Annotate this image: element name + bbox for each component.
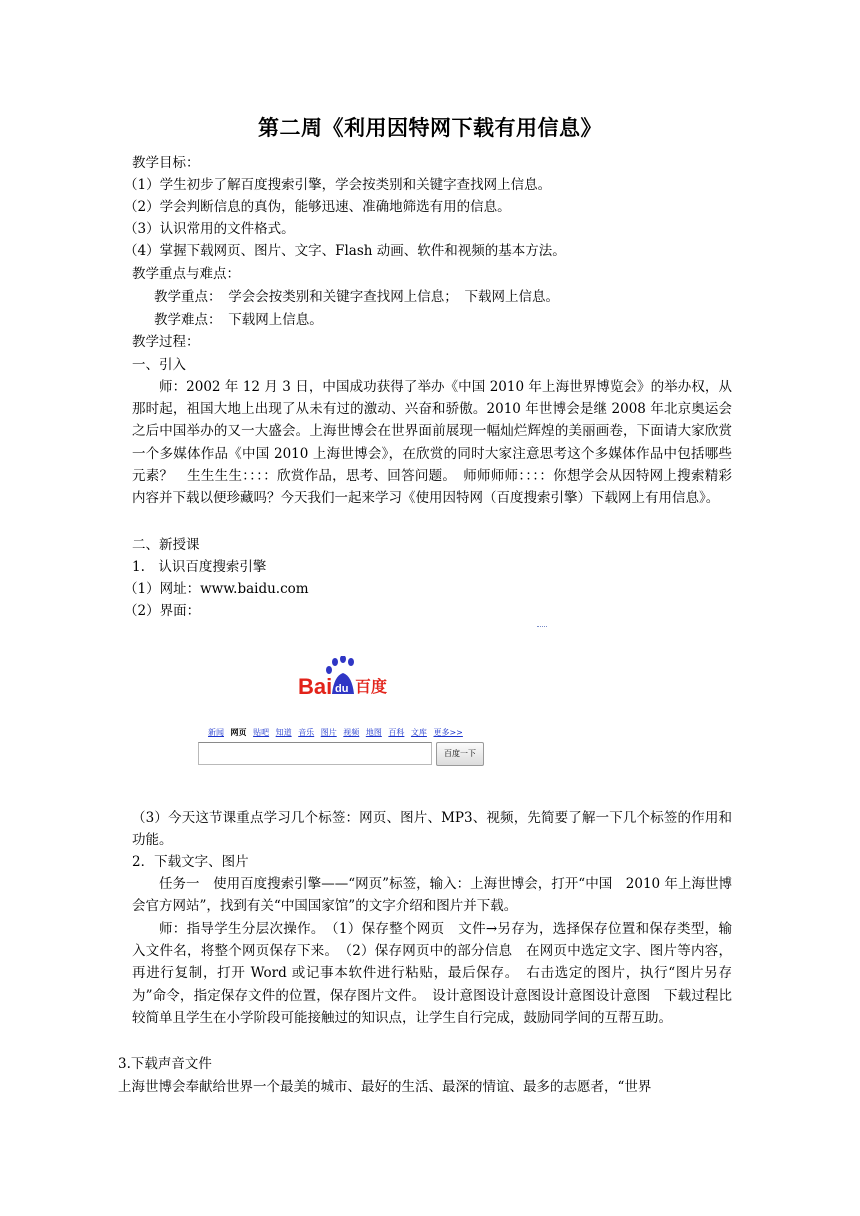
download-heading: 2．下载文字、图片 <box>132 854 249 870</box>
search-button[interactable]: 百度一下 <box>436 742 484 766</box>
nav-images[interactable]: 图片 <box>320 728 337 737</box>
nav-map[interactable]: 地图 <box>365 728 382 737</box>
difficulty-line: 教学难点： 下载网上信息。 <box>154 312 323 328</box>
logo-text-du: du <box>335 683 349 695</box>
search-input[interactable] <box>198 742 432 765</box>
goal-2: （2）学会判断信息的真伪，能够迅速、准确地筛选有用的信息。 <box>124 199 511 215</box>
baidu-nav <box>208 727 467 738</box>
url-line: （1）网址：www.baidu.com <box>124 581 309 597</box>
nav-more[interactable]: 更多>> <box>433 728 463 737</box>
goals-heading: 教学目标： <box>132 155 200 171</box>
logo-text-cn: 百度 <box>355 677 388 696</box>
teacher-paragraph: 师：指导学生分层次操作。 （1）保存整个网页 文件→另存为，选择保存位置和保存类型，输入文件名，将整个网页保存下来。 （2）保存网页中的部分信息 在网页中选定文字、图片等内容，再进行复制，打开 Word 或记事本软件进行粘贴，最后保存。 右击选定的图片，执行“图片另存为”命令，指定保存文件的位置，保存图片文件。 设计意图设计意图设计意图设计意图 下载过程比较简单且学生在小学阶段可能接触过的知识点，让学生自行完成，鼓励同学间的互帮互助。 <box>132 921 732 1026</box>
nav-web[interactable]: 网页 <box>230 728 247 737</box>
intro-heading: 一、引入 <box>132 357 186 373</box>
intro-paragraph: 师：2002 年 12 月 3 日，中国成功获得了举办《中国 2010 年上海世界博览会》的举办权，从那时起，祖国大地上出现了从未有过的激动、兴奋和骄傲。2010 年世博会是继 2008 年北京奥运会之后中国举办的又一大盛会。上海世博会在世界面前展现一幅灿烂辉煌的美丽画卷，下面请大家欣赏一个多媒体作品《中国 2010 上海世博会》，在欣赏的同时大家注意思考这个多媒体作品中包括哪些元素？ 生生生生：：：：欣赏作品，思考、回答问题。 师师师师：：：：你想学会从因特网上搜索精彩内容并下载以便珍藏吗？今天我们一起来学习《使用因特网（百度搜索引擎）下载网上有用信息》。 <box>132 379 732 507</box>
sound-heading: 3.下载声音文件 <box>118 1056 212 1072</box>
nav-video[interactable]: 视频 <box>343 728 360 737</box>
goal-3: （3）认识常用的文件格式。 <box>124 221 295 237</box>
sound-paragraph: 上海世博会奉献给世界一个最美的城市、最好的生活、最深的情谊、最多的志愿者，“世界 <box>118 1079 652 1095</box>
image-placeholder-mark <box>537 626 547 629</box>
nav-news[interactable]: 新闻 <box>208 728 224 737</box>
process-heading: 教学过程： <box>132 334 200 350</box>
new-lesson-heading: 二、新授课 <box>132 537 200 553</box>
baidu-logo <box>298 656 388 700</box>
nav-zhidao[interactable]: 知道 <box>275 728 292 737</box>
nav-music[interactable]: 音乐 <box>298 728 315 737</box>
focus-heading: 教学重点与难点： <box>132 266 240 282</box>
baidu-heading: 1. 认识百度搜索引擎 <box>132 559 267 575</box>
goal-4: （4）掌握下载网页、图片、文字、Flash 动画、软件和视频的基本方法。 <box>124 243 566 259</box>
logo-text-bai: Bai <box>298 674 333 699</box>
nav-wenku[interactable]: 文库 <box>410 728 427 737</box>
focus-line: 教学重点： 学会会按类别和关键字查找网上信息； 下载网上信息。 <box>154 289 559 305</box>
page-title: 第二周《利用因特网下载有用信息》 <box>258 115 602 140</box>
nav-tieba[interactable]: 贴吧 <box>253 728 270 737</box>
tags-paragraph: （3）今天这节课重点学习几个标签：网页、图片、MP3、视频，先简要了解一下几个标签的作用和功能。 <box>132 810 732 849</box>
goal-1: （1）学生初步了解百度搜索引擎，学会按类别和关键字查找网上信息。 <box>124 177 552 193</box>
nav-baike[interactable]: 百科 <box>388 728 405 737</box>
interface-line: （2）界面： <box>124 603 201 619</box>
task1-paragraph: 任务一 使用百度搜索引擎——“网页”标签，输入：上海世博会，打开“中国 2010 年上海世博会官方网站”，找到有关“中国国家馆”的文字介绍和图片并下载。 <box>132 876 732 915</box>
